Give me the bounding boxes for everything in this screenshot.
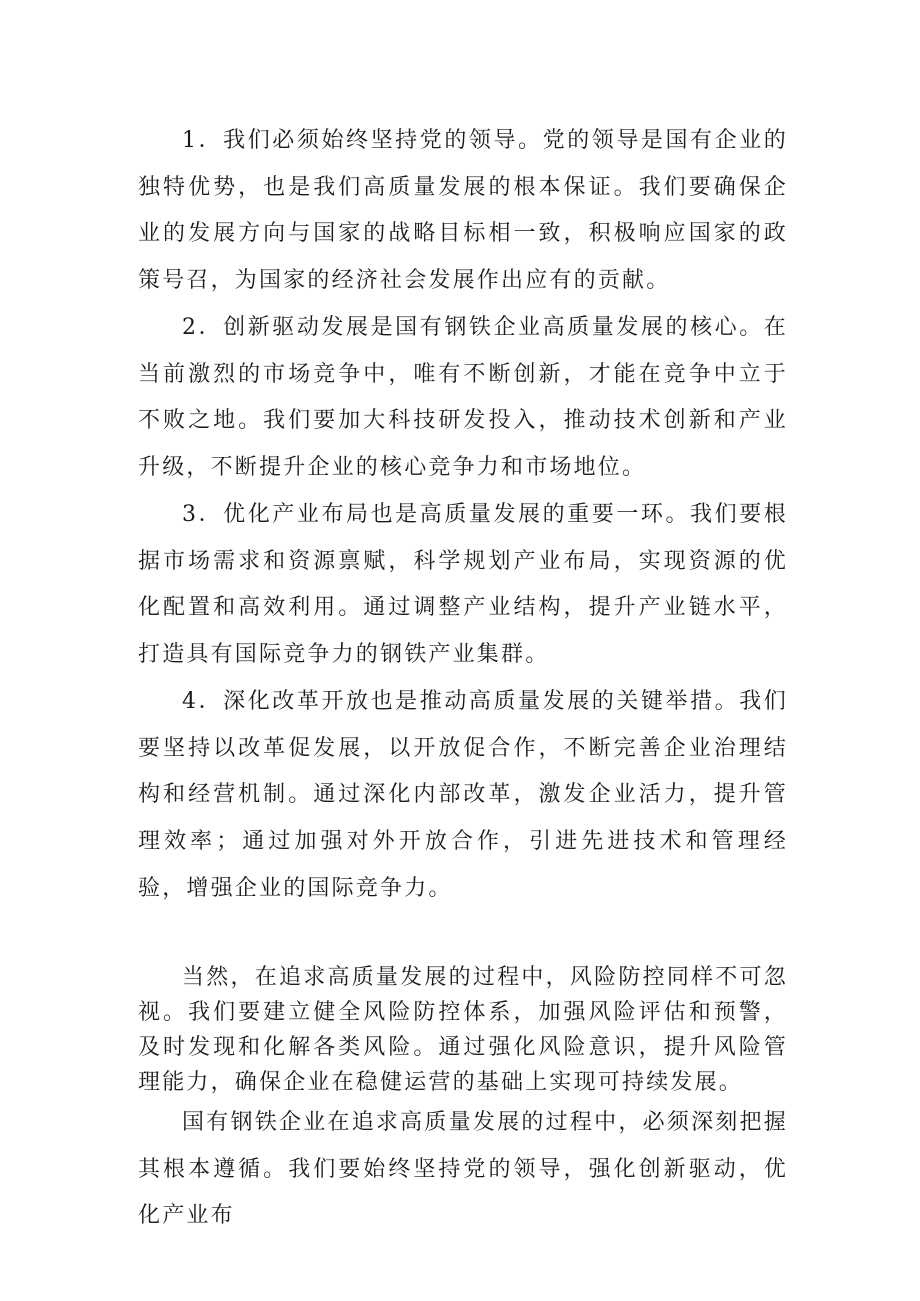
paragraph-innovation-driven: 2．创新驱动发展是国有钢铁企业高质量发展的核心。在当前激烈的市场竞争中，唯有不断创新，才能在竞争中立于不败之地。我们要加大科技研发投入，推动技术创新和产业升级，不断提升企业的核心竞争力和市场地位。 xyxy=(138,315,788,481)
paragraph-industry-layout: 3．优化产业布局也是高质量发展的重要一环。我们要根据市场需求和资源禀赋，科学规划产业布局，实现资源的优化配置和高效利用。通过调整产业结构，提升产业链水平，打造具有国际竞争力的钢铁产业集群。 xyxy=(138,502,788,668)
paragraph-reform-opening: 4．深化改革开放也是推动高质量发展的关键举措。我们要坚持以改革促发展，以开放促合作，不断完善企业治理结构和经营机制。通过深化内部改革，激发企业活力，提升管理效率；通过加强对外开放合作，引进先进技术和管理经验，增强企业的国际竞争力。 xyxy=(138,689,788,901)
paragraph-risk-control: 当然，在追求高质量发展的过程中，风险防控同样不可忽视。我们要建立健全风险防控体系，加强风险评估和预警，及时发现和化解各类风险。通过强化风险意识，提升风险管理能力，确保企业在稳健运营的基础上实现可持续发展。 xyxy=(138,965,788,1095)
paragraph-conclusion: 国有钢铁企业在追求高质量发展的过程中，必须深刻把握其根本遵循。我们要始终坚持党的领导，强化创新驱动，优化产业布 xyxy=(138,1110,788,1229)
paragraph-party-leadership: 1．我们必须始终坚持党的领导。党的领导是国有企业的独特优势，也是我们高质量发展的根本保证。我们要确保企业的发展方向与国家的战略目标相一致，积极响应国家的政策号召，为国家的经济社会发展作出应有的贡献。 xyxy=(138,128,788,294)
